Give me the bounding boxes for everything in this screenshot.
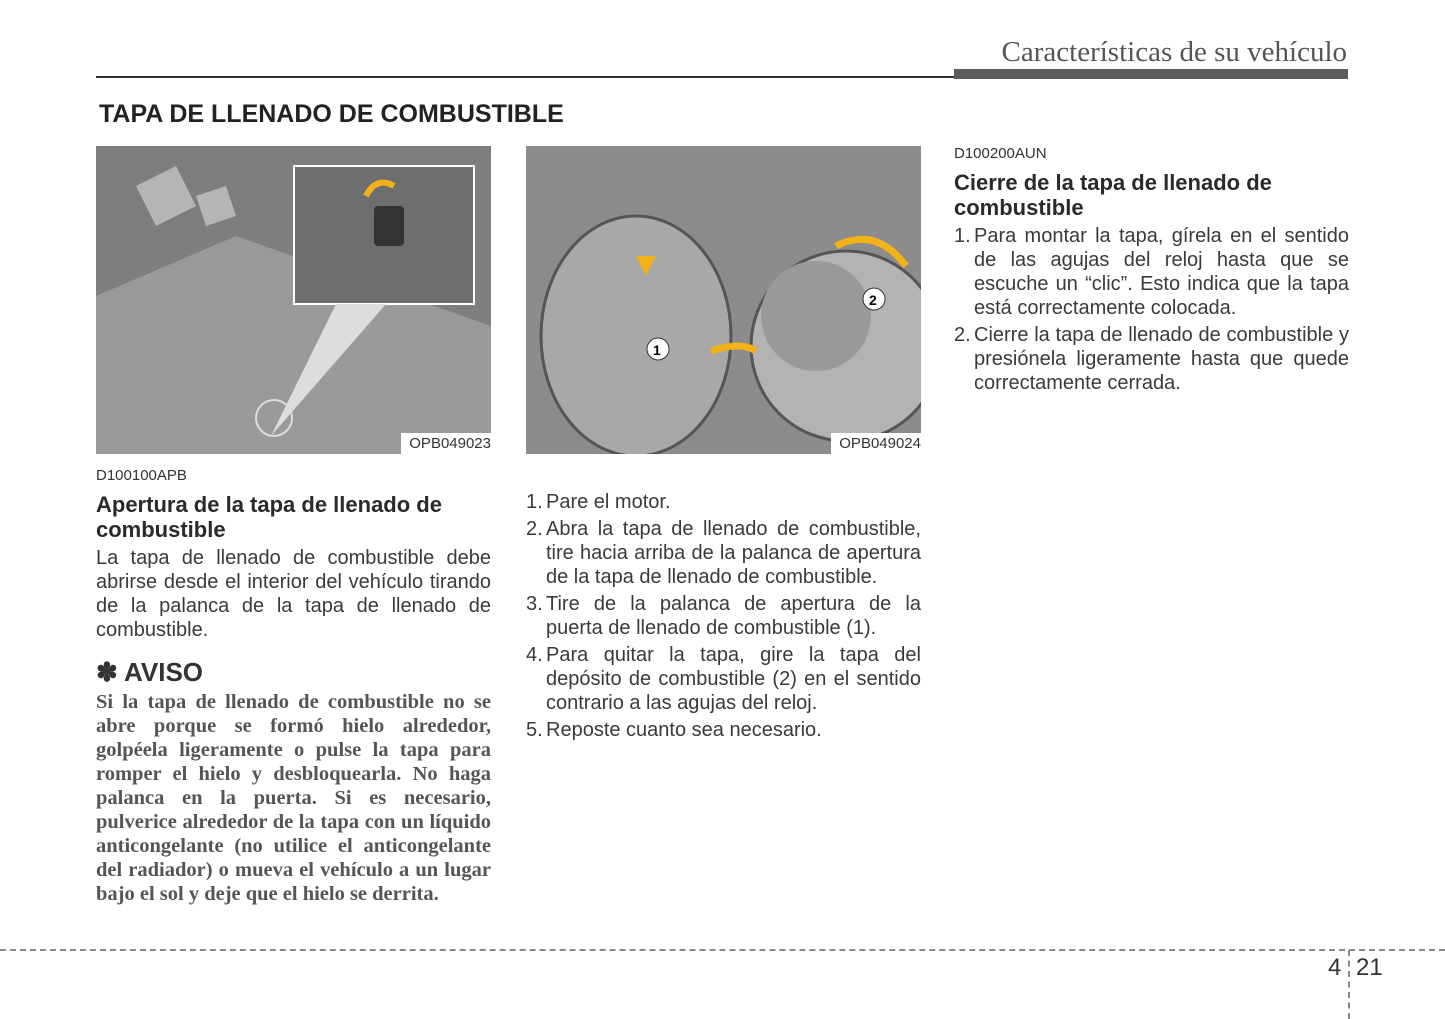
section-code: D100200AUN [954,145,1047,162]
steps-list [526,490,921,742]
step-number: 2. [954,324,971,346]
figure-caption: OPB049024 [831,433,921,454]
figure-fuel-lever [96,146,491,454]
fuel-lever-illustration [96,146,491,454]
step-text: Cierre la tapa de llenado de combustible y presiónela ligeramente hasta que quede correctamente cerrada. [974,324,1349,394]
closing-steps-list [954,224,1349,395]
footer-rule [0,949,1445,951]
list-item [526,517,921,589]
page-number: 21 [1356,954,1383,981]
notice-title: ✽ AVISO [96,657,204,687]
chapter-number: 4 [1328,954,1342,981]
figure-fuel-cap [526,146,921,454]
step-number: 1. [526,491,543,513]
step-text: Pare el motor. [546,491,671,513]
step-text: Tire de la palanca de apertura de la puerta de llenado de combustible (1). [546,593,921,639]
step-number: 1. [954,225,971,247]
column-steps [526,490,921,745]
svg-text:1: 1 [653,342,661,358]
footer-divider [1348,950,1350,1019]
subheading: Cierre de la tapa de llenado de combustible [954,170,1272,220]
body-text: La tapa de llenado de combustible debe abrirse desde el interior del vehículo tirando de la palanca de la tapa de llenado de combustible. [96,547,491,641]
step-text: Para quitar la tapa, gire la tapa del depósito de combustible (2) en el sentido contrario a las agujas del reloj. [546,644,921,714]
list-item [954,224,1349,320]
subheading: Apertura de la tapa de llenado de combustible [96,492,442,542]
step-text: Reposte cuanto sea necesario. [546,719,822,741]
list-item [526,643,921,715]
step-text: Para montar la tapa, gírela en el sentido de las agujas del reloj hasta que se escuche un “clic”. Esto indica que la tapa está correctamente colocada. [974,225,1349,319]
header-rule [96,76,954,78]
list-item [526,718,921,742]
list-item [526,490,921,514]
step-text: Abra la tapa de llenado de combustible, tire hacia arriba de la palanca de apertura de la tapa de llenado de combustible. [546,518,921,588]
fuel-cap-illustration [526,146,921,454]
column-closing [954,142,1349,398]
section-code: D100100APB [96,467,187,484]
list-item [526,592,921,640]
svg-text:2: 2 [869,292,877,308]
header-bar [954,69,1348,79]
figure-caption: OPB049023 [401,433,491,454]
column-opening [96,464,491,906]
list-item [954,323,1349,395]
step-number: 2. [526,518,543,540]
step-number: 5. [526,719,543,741]
step-number: 3. [526,593,543,615]
step-number: 4. [526,644,543,666]
notice-body: Si la tapa de llenado de combustible no se abre porque se formó hielo alrededor, golpéela ligeramente o pulse la tapa para romper el hielo y desbloquearla. No haga palanca en la puerta. Si es necesario, pulverice alrededor de la tapa con un líquido anticongelante (no utilice el anticongelante del radiador) o mueva el vehículo a un lugar bajo el sol y deje que el hielo se derrita. [96,691,491,905]
section-title: TAPA DE LLENADO DE COMBUSTIBLE [99,100,564,128]
running-header: Características de su vehículo [1001,36,1347,68]
